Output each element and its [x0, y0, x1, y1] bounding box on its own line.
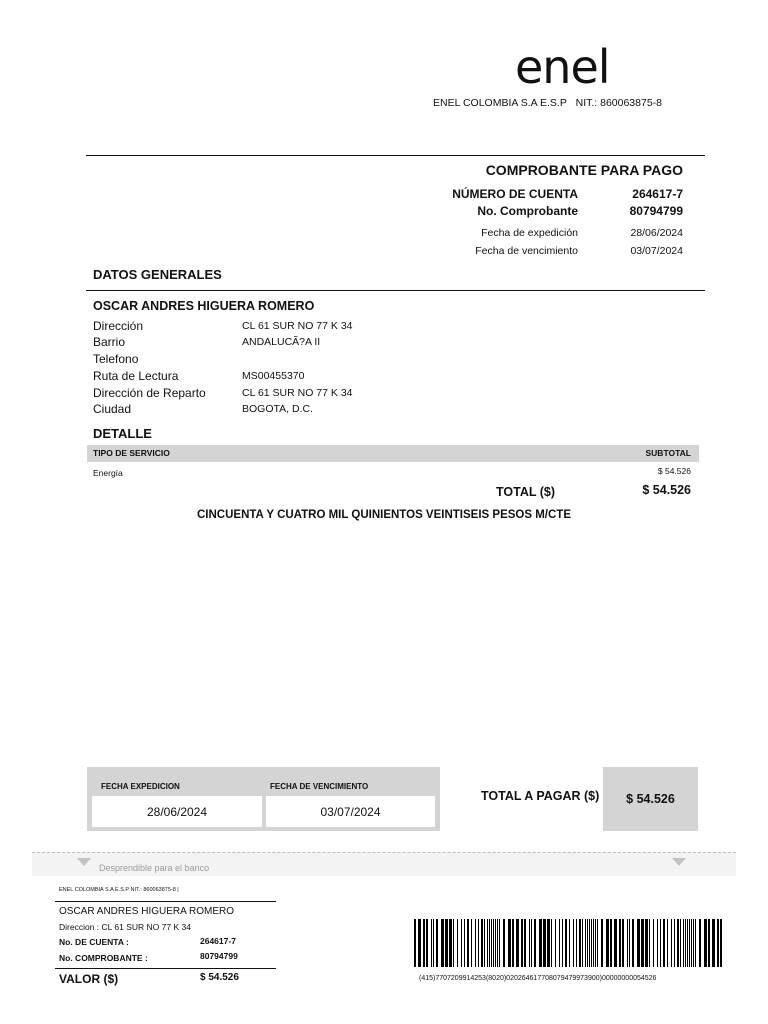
issue-date-label: Fecha de expedición: [481, 227, 578, 239]
service-subtotal: $ 54.526: [657, 466, 691, 476]
customer-name: OSCAR ANDRES HIGUERA ROMERO: [93, 299, 315, 313]
total-to-pay-value: $ 54.526: [603, 767, 698, 831]
voucher-value: 80794799: [629, 204, 683, 218]
general-heading: DATOS GENERALES: [93, 267, 222, 282]
barcode-text: (415)7707209914253(8020)020264617708079479973900)00000000054526: [419, 975, 657, 982]
issue-date-value: 28/06/2024: [630, 227, 683, 239]
total-value: $ 54.526: [642, 483, 691, 497]
stub-divider-bottom: [55, 968, 276, 969]
triangle-down-icon: [672, 858, 686, 866]
stub-account-label: No. DE CUENTA :: [59, 937, 129, 947]
field-value-reparto: CL 61 SUR NO 77 K 34: [242, 387, 353, 399]
triangle-down-icon: [77, 858, 91, 866]
total-to-pay-label: TOTAL A PAGAR ($): [481, 789, 600, 803]
barcode: [414, 919, 724, 967]
voucher-label: No. Comprobante: [477, 204, 578, 218]
field-value-ciudad: BOGOTA, D.C.: [242, 403, 313, 415]
col-subtotal: SUBTOTAL: [645, 448, 691, 458]
col-service: TIPO DE SERVICIO: [93, 448, 170, 458]
stub-divider-top: [55, 901, 276, 902]
field-label-ciudad: Ciudad: [93, 402, 132, 416]
field-value-ruta: MS00455370: [242, 370, 305, 382]
enel-logo: enel: [515, 40, 610, 94]
stub-voucher-label: No. COMPROBANTE :: [59, 953, 148, 963]
stub-account-value: 264617-7: [200, 936, 236, 946]
stub-customer-name: OSCAR ANDRES HIGUERA ROMERO: [59, 906, 235, 917]
top-divider: [86, 155, 705, 156]
due-date-value: 03/07/2024: [630, 245, 683, 257]
field-label-direccion: Dirección: [93, 319, 144, 333]
payment-dates-box: [87, 767, 440, 831]
account-label: NÚMERO DE CUENTA: [452, 187, 578, 201]
due-date-label: Fecha de vencimiento: [475, 245, 578, 257]
company-name: ENEL COLOMBIA S.A E.S.P: [433, 97, 567, 109]
receipt-title: COMPROBANTE PARA PAGO: [485, 162, 683, 178]
stub-direccion: Direccion : CL 61 SUR NO 77 K 34: [59, 922, 191, 932]
field-value-direccion: CL 61 SUR NO 77 K 34: [242, 320, 353, 332]
pay-issue-value: 28/06/2024: [92, 796, 262, 827]
pay-due-value: 03/07/2024: [266, 796, 435, 827]
tear-text: Desprendible para el banco: [99, 863, 210, 873]
field-label-reparto: Dirección de Reparto: [93, 386, 206, 400]
tear-line: [32, 852, 736, 853]
amount-in-words: CINCUENTA Y CUATRO MIL QUINIENTOS VEINTISEIS PESOS M/CTE: [196, 509, 571, 521]
general-divider: [86, 290, 705, 291]
field-label-barrio: Barrio: [93, 335, 126, 349]
field-value-barrio: ANDALUCÃ?A II: [242, 336, 321, 348]
company-line: [433, 97, 662, 109]
service-name: Energía: [93, 468, 123, 478]
field-label-telefono: Telefono: [93, 352, 139, 366]
stub-company: ENEL COLOMBIA S.A E.S.P NIT.: 860063875-8 |: [59, 887, 179, 893]
detail-heading: DETALLE: [93, 426, 152, 441]
stub-valor-value: $ 54.526: [200, 972, 239, 983]
company-nit: NIT.: 860063875-8: [575, 97, 663, 109]
pay-issue-label: FECHA EXPEDICION: [101, 782, 180, 791]
stub-voucher-value: 80794799: [200, 951, 238, 961]
stub-valor-label: VALOR ($): [59, 972, 119, 986]
detail-table-header: [87, 445, 699, 462]
account-value: 264617-7: [632, 187, 683, 201]
pay-due-label: FECHA DE VENCIMIENTO: [270, 782, 369, 791]
total-label: TOTAL ($): [496, 485, 556, 499]
field-label-ruta: Ruta de Lectura: [93, 369, 179, 383]
